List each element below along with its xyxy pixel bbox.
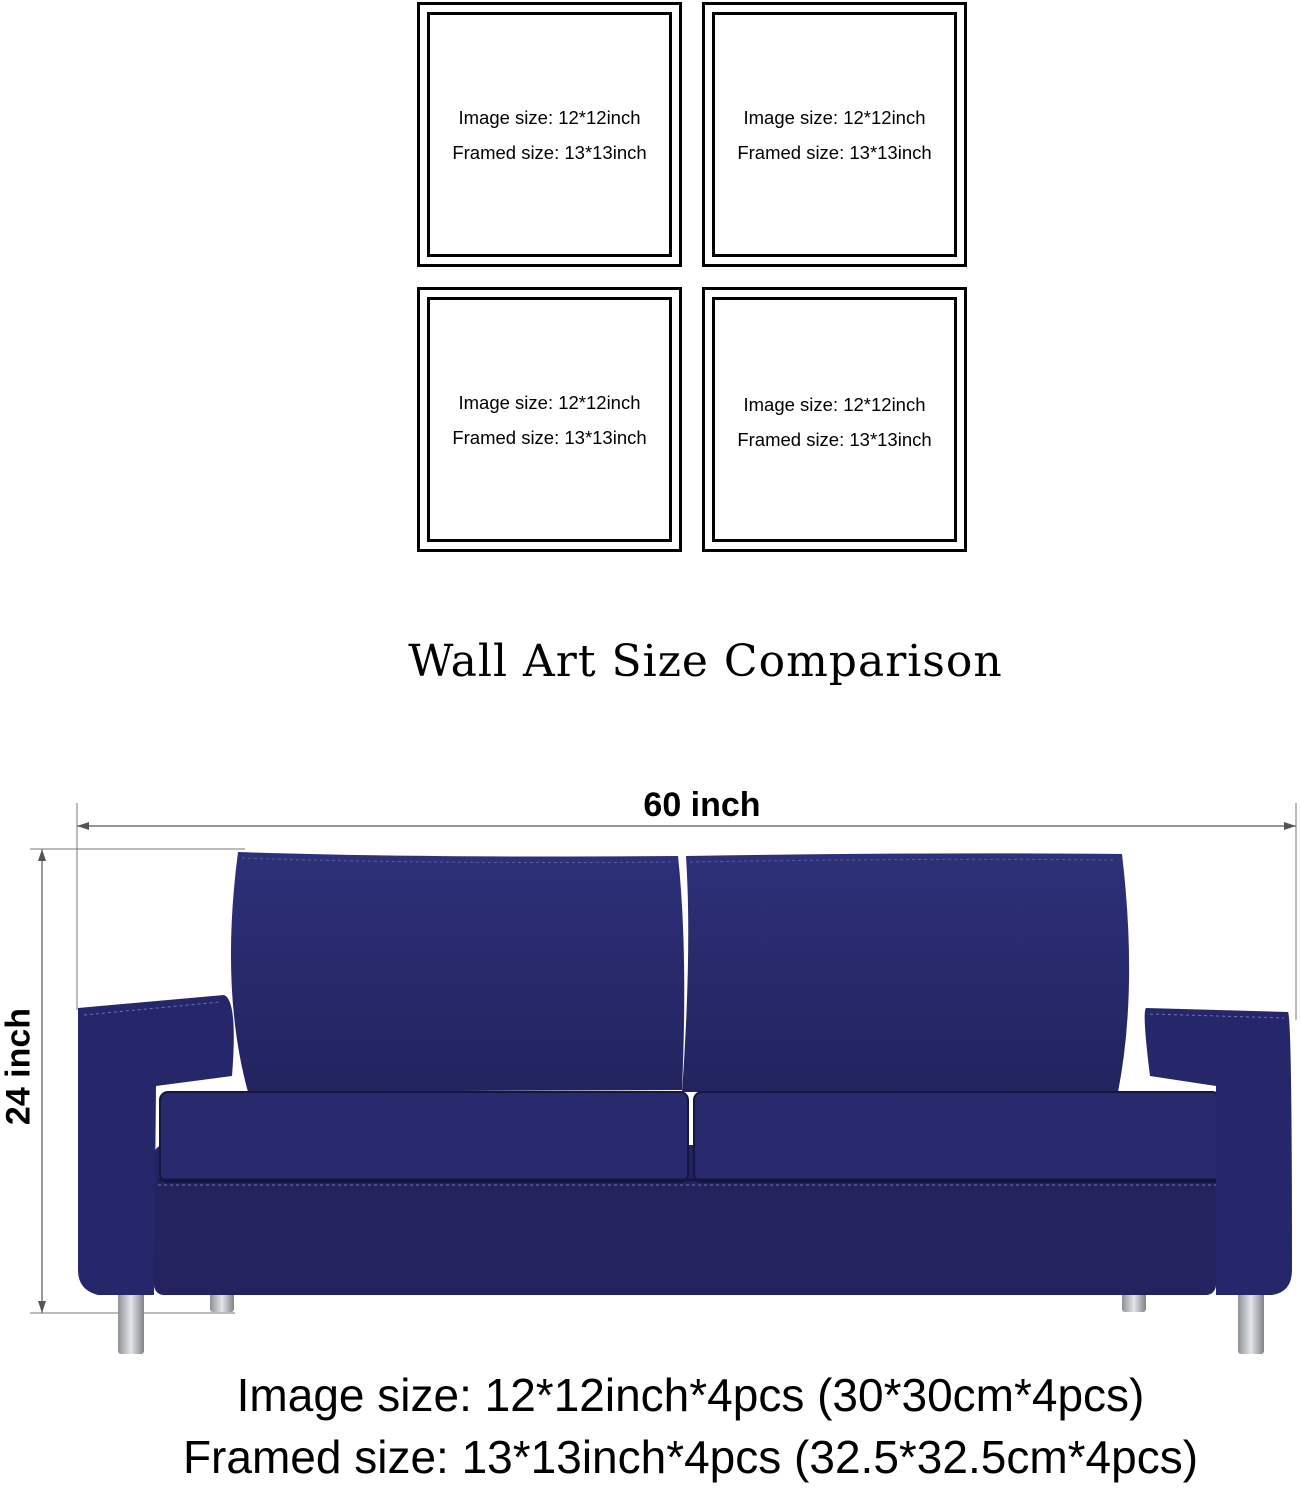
image-size-text: Image size: 12*12inch [458,392,641,413]
framed-size-text: Framed size: 13*13inch [452,142,647,163]
image-size-spec: Image size: 12*12inch*4pcs (30*30cm*4pcs) [236,1369,1145,1421]
image-size-text: Image size: 12*12inch [743,107,926,128]
framed-size-text: Framed size: 13*13inch [737,142,932,163]
page-title: Wall Art Size Comparison [408,636,1003,687]
back-cushion-left [231,852,684,1092]
seat-cushion-left [160,1092,688,1182]
image-size-text: Image size: 12*12inch [743,394,926,415]
seat-cushion-right [694,1092,1220,1182]
framed-size-spec: Framed size: 13*13inch*4pcs (32.5*32.5cm*4pcs) [182,1431,1199,1483]
sofa-leg [118,1288,144,1354]
image-size-text: Image size: 12*12inch [458,107,641,128]
framed-size-text: Framed size: 13*13inch [737,429,932,450]
framed-size-text: Framed size: 13*13inch [452,427,647,448]
height-dimension-label: 24 inch [0,1007,38,1126]
back-cushion-right [682,853,1129,1092]
sofa-leg [1238,1288,1264,1354]
width-dimension-label: 60 inch [643,786,761,824]
sofa-image [70,840,1300,1360]
